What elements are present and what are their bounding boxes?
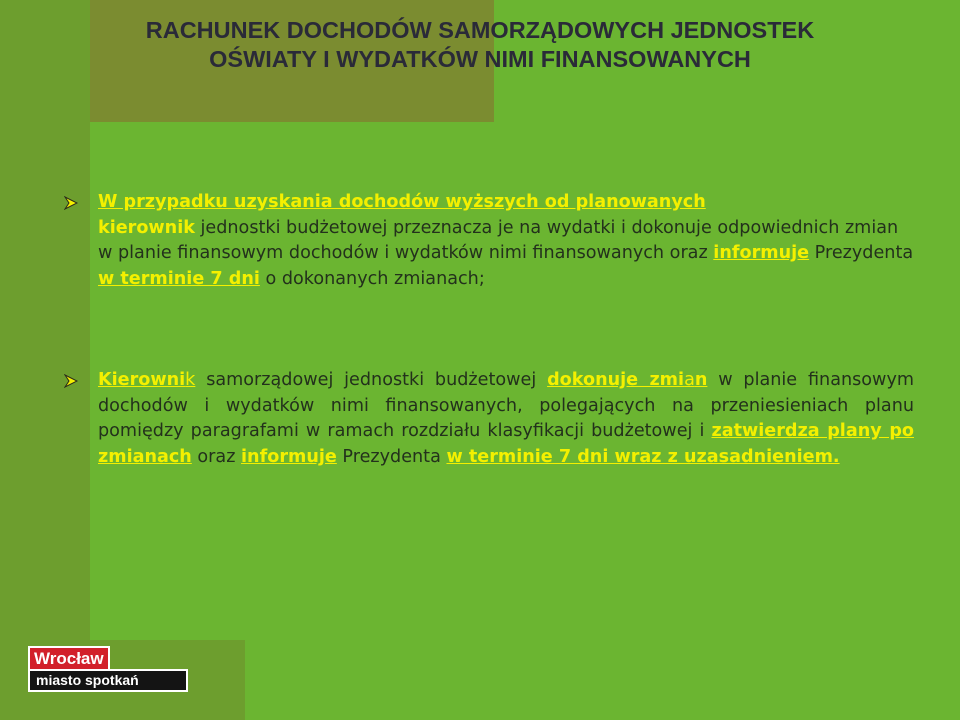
arrow-bullet-icon xyxy=(64,196,78,210)
bullet-1-subject: kierownik xyxy=(98,217,195,238)
bullet-2-approves: zatwierdza plany po zmianach xyxy=(98,421,914,467)
bullet-2-action-mid: a xyxy=(684,370,695,390)
bullet-1-informs: informuje xyxy=(713,243,810,264)
bullet-1-president: Prezydenta xyxy=(809,243,914,264)
bullet-2-action: dokonuje zmi xyxy=(547,370,685,390)
bullet-1-text xyxy=(98,190,914,292)
bullet-2-action-end: n xyxy=(694,370,708,390)
title-line-2: OŚWIATY I WYDATKÓW NIMI FINANSOWANYCH xyxy=(209,46,751,72)
title-line-1: RACHUNEK DOCHODÓW SAMORZĄDOWYCH JEDNOSTEK xyxy=(145,17,815,43)
bullet-2-president: Prezydenta xyxy=(336,446,447,467)
bullet-1-end: o dokonanych zmianach; xyxy=(259,268,485,289)
bullet-2-body: samorządowej jednostki budżetowej xyxy=(195,370,548,390)
bullet-2-subject: Kierowni xyxy=(98,370,186,390)
bullet-1-deadline: w terminie 7 dni xyxy=(98,268,260,289)
logo-tagline: miasto spotkań xyxy=(36,672,139,688)
bullet-2 xyxy=(98,368,914,470)
bullet-2-deadline: w terminie 7 dni wraz z uzasadnieniem. xyxy=(446,446,840,467)
bullet-1-body: jednostki budżetowej przeznacza je na wydatki i dokonuje odpowiednich zmian w planie finansowym dochodów i wydatków nimi finansowanych oraz xyxy=(98,217,899,264)
bullet-2-and: oraz xyxy=(191,446,242,467)
logo-tagline-box xyxy=(28,669,188,692)
bullet-2-informs: informuje xyxy=(241,446,337,467)
bullet-2-subject-end: k xyxy=(185,370,196,390)
bullet-2-text xyxy=(98,368,914,470)
bullet-1-lead: W przypadku uzyskania dochodów wyższych od planowanych xyxy=(98,192,706,212)
left-shade xyxy=(0,0,90,720)
wroclaw-logo xyxy=(28,646,190,692)
arrow-bullet-icon xyxy=(64,374,78,388)
bullet-2-body-2: w planie finansowym dochodów i wydatków nimi finansowanych, polegających na przeniesieniach planu pomiędzy paragrafami w ramach rozdziału klasyfikacji budżetowej i xyxy=(98,370,914,442)
logo-wordmark: Wrocław xyxy=(28,646,110,671)
slide-title xyxy=(0,16,960,74)
bullet-1 xyxy=(98,190,914,292)
